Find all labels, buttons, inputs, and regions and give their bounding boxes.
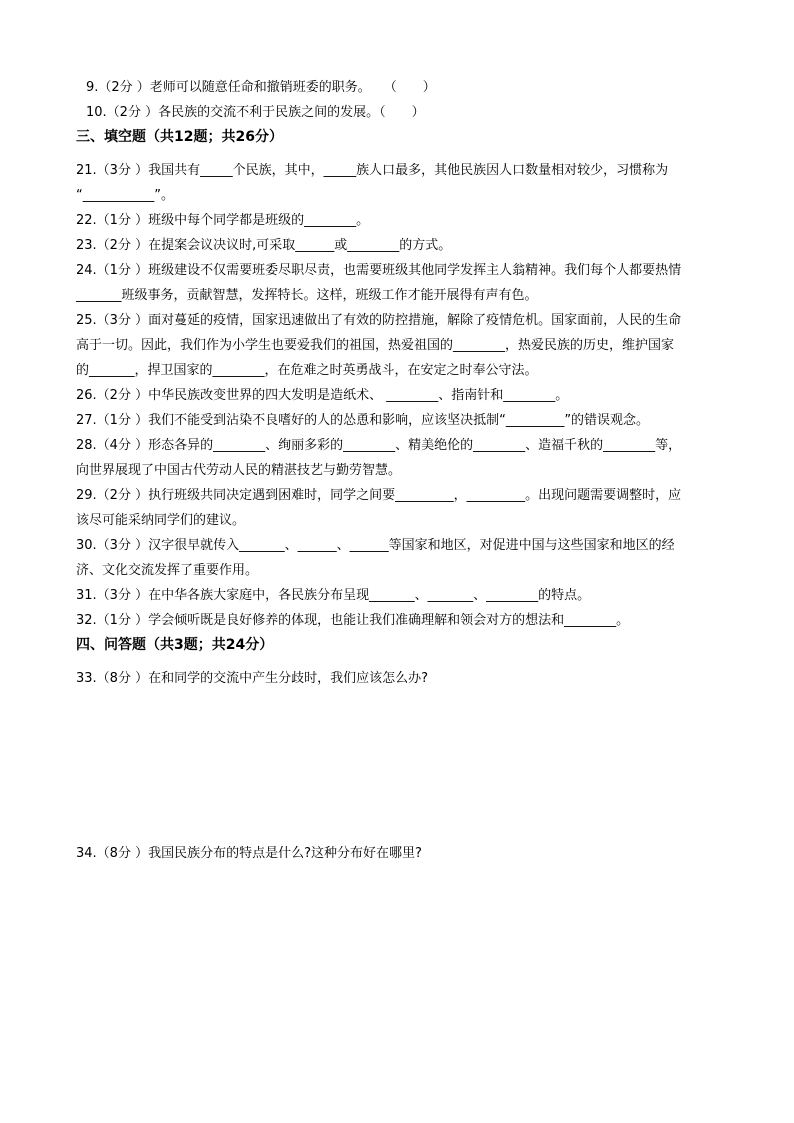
question-21-line-1: 21.（3分 ）我国共有_____个民族，其中，_____族人口最多，其他民族因人口数量相对较少，习惯称为	[76, 163, 669, 178]
question-23: 23.（2分 ）在提案会议决议时,可采取______或________的方式。	[76, 238, 452, 253]
question-31: 31.（3分 ）在中华各族大家庭中，各民族分布呈现_______、_______、________的特点。	[76, 588, 591, 603]
question-29-line-1: 29.（2分 ）执行班级共同决定遇到困难时，同学之间要_________，_________。出现问题需要调整时，应	[76, 488, 682, 503]
question-28-line-1: 28.（4分 ）形态各异的________、绚丽多彩的________、精美绝伦的________、造福千秋的________等，	[76, 438, 682, 453]
question-30-line-1: 30.（3分 ）汉字很早就传入_______、______、______等国家和地区，对促进中国与这些国家和地区的经	[76, 538, 675, 553]
question-26: 26.（2分 ）中华民族改变世界的四大发明是造纸术、 ________、指南针和________。	[76, 388, 569, 403]
question-25-line-1: 25.（3分 ）面对蔓延的疫情，国家迅速做出了有效的防控措施，解除了疫情危机。国家面前，人民的生命	[76, 313, 682, 328]
question-9: 9.（2分 ）老师可以随意任命和撤销班委的职务。 （ ）	[86, 80, 436, 95]
question-34: 34.（8分 ）我国民族分布的特点是什么?这种分布好在哪里?	[76, 846, 422, 861]
question-27: 27.（1分 ）我们不能受到沾染不良嗜好的人的怂恿和影响，应该坚决抵制“_________”的错误观念。	[76, 413, 650, 428]
question-29-line-2: 该尽可能采纳同学们的建议。	[76, 513, 246, 528]
question-10: 10.（2分 ）各民族的交流不利于民族之间的发展。（ ）	[86, 105, 425, 120]
question-33: 33.（8分 ）在和同学的交流中产生分歧时，我们应该怎么办?	[76, 671, 428, 686]
question-21-line-2: “___________”。	[76, 188, 174, 203]
section-heading-fill-in: 三、填空题（共12题；共26分）	[76, 129, 283, 145]
question-30-line-2: 济、文化交流发挥了重要作用。	[76, 563, 259, 578]
question-25-line-2: 高于一切。因此，我们作为小学生也要爱我们的祖国，热爱祖国的________，热爱民族的历史，维护国家	[76, 338, 675, 353]
question-24-line-1: 24.（1分 ）班级建设不仅需要班委尽职尽责，也需要班级其他同学发挥主人翁精神。我们每个人都要热情	[76, 263, 682, 278]
question-24-line-2: _______班级事务，贡献智慧，发挥特长。这样，班级工作才能开展得有声有色。	[76, 288, 538, 303]
question-22: 22.（1分 ）班级中每个同学都是班级的________。	[76, 213, 370, 228]
question-25-line-3: 的_______，捍卫国家的________，在危难之时英勇战斗，在安定之时奉公守法。	[76, 363, 538, 378]
question-28-line-2: 向世界展现了中国古代劳动人民的精湛技艺与勤劳智慧。	[76, 463, 402, 478]
section-heading-short-answer: 四、问答题（共3题；共24分）	[76, 637, 274, 653]
question-32: 32.（1分 ）学会倾听既是良好修养的体现，也能让我们准确理解和领会对方的想法和________。	[76, 613, 630, 628]
